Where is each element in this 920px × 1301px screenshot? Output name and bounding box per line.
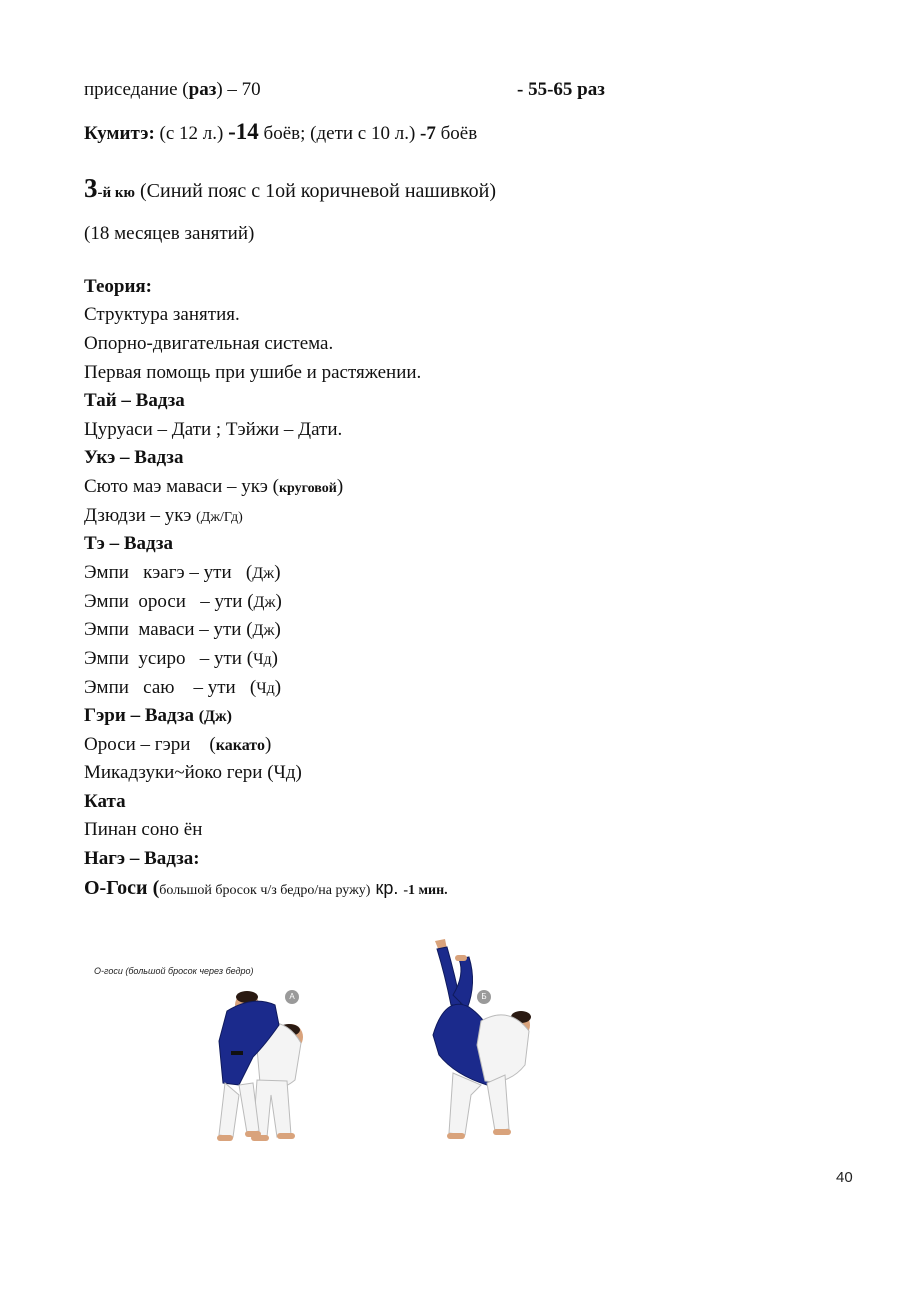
ogoshi-line bbox=[84, 878, 448, 898]
te-item-close: ) bbox=[275, 591, 282, 612]
geri-waza-heading-note: (Дж) bbox=[198, 708, 232, 725]
uke-item-close: ) bbox=[336, 476, 344, 497]
uke-item-note: (Дж/Гд) bbox=[196, 510, 243, 525]
kata-item: Пинан соно ён bbox=[84, 819, 203, 840]
theory-item: Первая помощь при ушибе и растяжении. bbox=[84, 362, 422, 383]
geri-item-name: Ороси – гэри ( bbox=[84, 734, 216, 755]
uke-item-name: Сюто маэ маваси – укэ ( bbox=[84, 476, 279, 497]
te-item-close: ) bbox=[274, 677, 282, 698]
tai-waza-heading-text: Тай – Вадза bbox=[84, 390, 185, 411]
te-waza-heading bbox=[84, 534, 173, 553]
squat-value: ) – 70 bbox=[216, 79, 261, 100]
te-waza-item bbox=[84, 563, 281, 582]
theory-heading bbox=[84, 277, 152, 296]
figure-label-a: А bbox=[285, 990, 299, 1004]
te-item-name: Эмпи маваси – ути ( bbox=[84, 619, 253, 640]
theory-heading-text: Теория: bbox=[84, 276, 153, 297]
te-item-note: Дж bbox=[253, 594, 276, 611]
ogoshi-time: -1 мин. bbox=[403, 883, 448, 898]
te-item-note: Чд bbox=[256, 680, 275, 697]
te-waza-item bbox=[84, 649, 278, 668]
rank-number: 3 bbox=[84, 173, 98, 203]
te-item-name: Эмпи саю – ути ( bbox=[84, 677, 257, 698]
te-waza-item bbox=[84, 592, 282, 611]
ogoshi-tail: кр. bbox=[370, 878, 404, 898]
te-waza-item bbox=[84, 620, 281, 639]
te-item-close: ) bbox=[274, 619, 281, 640]
kumite-adult-prefix: (с 12 л.) bbox=[154, 123, 229, 144]
kumite-adult-count: -14 bbox=[228, 119, 259, 144]
kata-heading bbox=[84, 792, 126, 811]
rank-description: (Синий пояс с 1ой коричневой нашивкой) bbox=[135, 180, 497, 202]
squat-line bbox=[84, 80, 261, 99]
squat-target bbox=[517, 80, 605, 99]
kata-heading-text: Ката bbox=[84, 791, 126, 812]
te-waza-item bbox=[84, 678, 281, 697]
te-item-note: Чд bbox=[253, 651, 272, 668]
te-item-note: Дж bbox=[252, 622, 275, 639]
uke-waza-item bbox=[84, 477, 343, 496]
geri-waza-item: Микадзуки~йоко гери (Чд) bbox=[84, 762, 302, 783]
geri-item-note: какато bbox=[215, 737, 265, 754]
rank-line bbox=[84, 175, 496, 202]
geri-waza-item bbox=[84, 735, 271, 754]
nage-waza-heading bbox=[84, 849, 200, 868]
uke-waza-heading-text: Укэ – Вадза bbox=[84, 447, 184, 468]
theory-item: Опорно-двигательная система. bbox=[84, 333, 334, 354]
squat-label: приседание ( bbox=[84, 79, 189, 100]
kumite-child-suffix: боёв bbox=[435, 123, 478, 144]
rank-duration: (18 месяцев занятий) bbox=[84, 223, 255, 244]
kumite-label: Кумитэ: bbox=[84, 123, 155, 144]
uke-item-note: круговой bbox=[278, 481, 337, 496]
uke-waza-item bbox=[84, 506, 243, 525]
figure-caption: О-госи (большой бросок через бедро) bbox=[94, 966, 254, 976]
geri-waza-heading bbox=[84, 706, 232, 725]
geri-item-close: ) bbox=[264, 734, 272, 755]
tai-waza-heading bbox=[84, 391, 185, 410]
kumite-child-count: -7 bbox=[420, 123, 436, 144]
te-waza-heading-text: Тэ – Вадза bbox=[84, 533, 174, 554]
ogoshi-note: большой бросок ч/з бедро/на ружу) bbox=[159, 883, 371, 898]
te-item-note: Дж bbox=[252, 565, 275, 582]
ogoshi-label: О-Госи ( bbox=[84, 877, 160, 899]
squat-unit: раз bbox=[188, 79, 217, 100]
uke-waza-heading bbox=[84, 448, 183, 467]
ogoshi-figure-b bbox=[425, 935, 540, 1150]
te-item-close: ) bbox=[274, 562, 281, 583]
kumite-adult-suffix: боёв; (дети с 10 л.) bbox=[258, 123, 421, 144]
te-item-name: Эмпи ороси – ути ( bbox=[84, 591, 254, 612]
uke-item-name: Дзюдзи – укэ bbox=[84, 505, 197, 526]
te-item-close: ) bbox=[271, 648, 278, 669]
nage-waza-heading-text: Нагэ – Вадза: bbox=[84, 848, 200, 869]
theory-item: Структура занятия. bbox=[84, 304, 240, 325]
figure-label-b: Б bbox=[477, 990, 491, 1004]
squat-target-text: - 55-65 раз bbox=[517, 79, 605, 100]
rank-suffix: -й кю bbox=[97, 185, 135, 201]
te-item-name: Эмпи кэагэ – ути ( bbox=[84, 562, 253, 583]
tai-waza-item: Цуруаси – Дати ; Тэйжи – Дати. bbox=[84, 419, 343, 440]
geri-waza-heading-text: Гэри – Вадза bbox=[84, 705, 199, 726]
te-item-name: Эмпи усиро – ути ( bbox=[84, 648, 254, 669]
ogoshi-figure-a bbox=[205, 985, 325, 1150]
page-number: 40 bbox=[836, 1169, 853, 1186]
kumite-line bbox=[84, 120, 477, 143]
